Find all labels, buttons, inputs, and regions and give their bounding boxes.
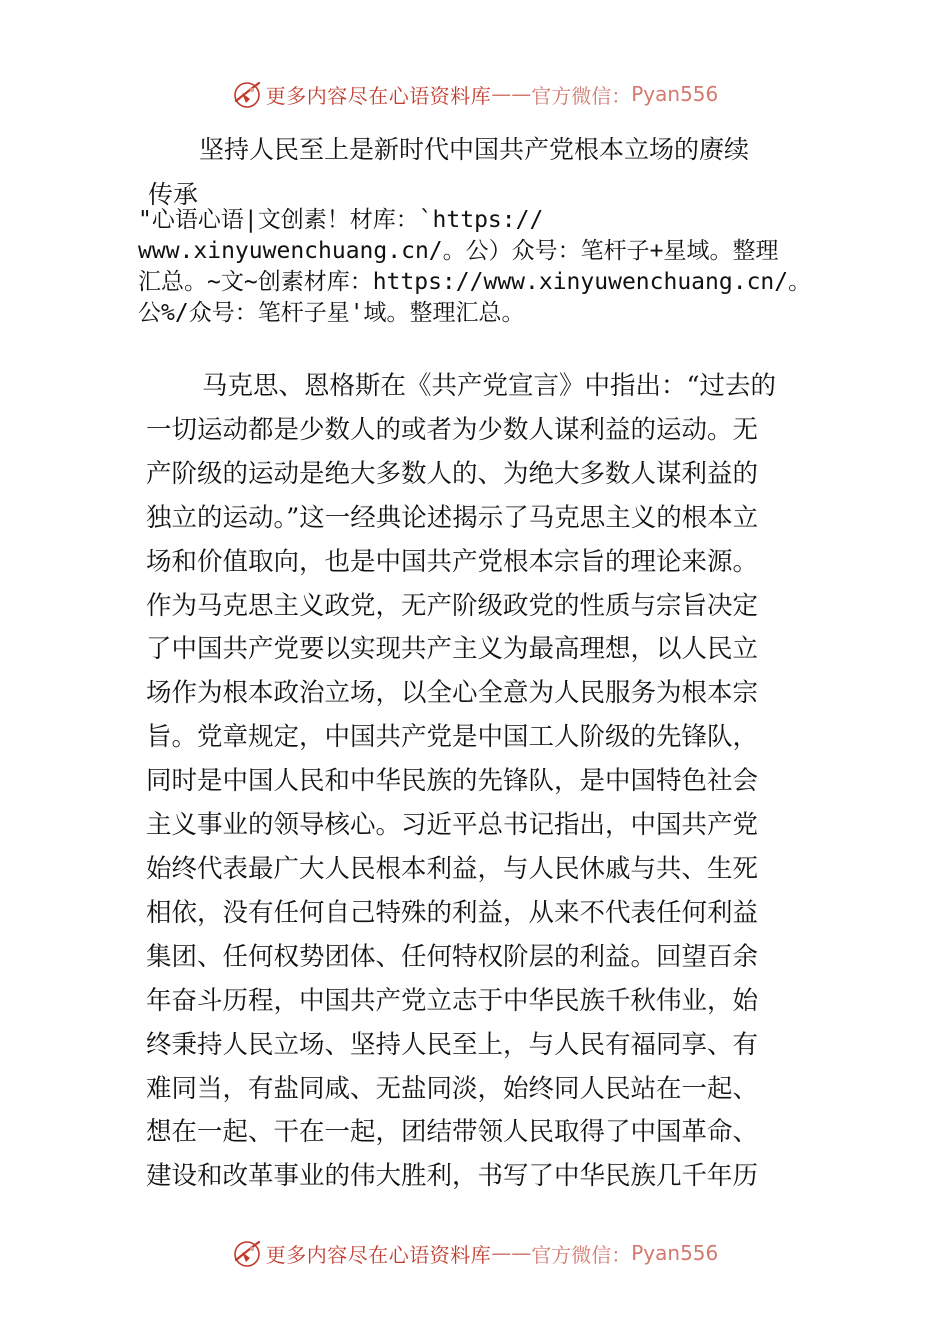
paragraph-line: 主义事业的领导核心。习近平总书记指出，中国共产党 [146, 810, 759, 841]
banner-wechat-label: 官方微信： [531, 83, 632, 108]
paragraph-line: 始终代表最广大人民根本利益，与人民休戚与共、生死 [146, 853, 759, 884]
paragraph-line: 想在一起、干在一起，团结带领人民取得了中国革命、 [146, 1117, 759, 1148]
paragraph-line: 旨。党章规定，中国共产党是中国工人阶级的先锋队， [146, 722, 759, 753]
paragraph-line: 建设和改革事业的伟大胜利，书写了中华民族几千年历 [146, 1161, 759, 1192]
header-banner [0, 74, 950, 114]
paragraph-line: 相依，没有任何自己特殊的利益，从来不代表任何利益 [146, 897, 759, 928]
paragraph-line: 场和价值取向，也是中国共产党根本宗旨的理论来源。 [146, 546, 759, 577]
paragraph-line: 一切运动都是少数人的或者为少数人谋利益的运动。无 [146, 414, 759, 445]
paragraph-line: 难同当，有盐同咸、无盐同淡，始终同人民站在一起、 [146, 1073, 759, 1104]
source-notice [138, 205, 838, 329]
brush-logo-icon [232, 79, 262, 109]
paragraph-line: 场作为根本政治立场，以全心全意为人民服务为根本宗 [146, 678, 759, 709]
paragraph-line: 终秉持人民立场、坚持人民至上，与人民有福同享、有 [146, 1029, 759, 1060]
body-paragraph [146, 365, 826, 1199]
paragraph-line: 年奋斗历程，中国共产党立志于中华民族千秋伟业，始 [146, 985, 759, 1016]
document-title-line-1: 坚持人民至上是新时代中国共产党根本立场的赓续 [199, 135, 750, 164]
source-line: www.xinyuwenchuang.cn/。公）众号：笔杆子+星域。整理 [138, 238, 779, 264]
paragraph-line: 产阶级的运动是绝大多数人的、为绝大多数人谋利益的 [146, 458, 759, 489]
brush-logo-icon [232, 1238, 262, 1268]
banner-wechat-id: Pyan556 [631, 1241, 719, 1265]
banner-wechat-id: Pyan556 [631, 82, 719, 106]
paragraph-line: 马克思、恩格斯在《共产党宣言》中指出：“过去的 [202, 371, 777, 401]
paragraph-line: 集团、任何权势团体、任何特权阶层的利益。回望百余 [146, 941, 759, 972]
paragraph-line: 同时是中国人民和中华民族的先锋队，是中国特色社会 [146, 766, 759, 797]
source-line: 公%/众号：笔杆子星'域。整理汇总。 [138, 300, 525, 326]
paragraph-line: 了中国共产党要以实现共产主义为最高理想，以人民立 [146, 634, 759, 665]
footer-banner [0, 1233, 950, 1273]
banner-main-text: 更多内容尽在心语资料库 [265, 1242, 492, 1267]
source-line: "心语心语|文创素！材库：`https:// [138, 207, 544, 233]
source-line: 汇总。~文~创素材库：https://www.xinyuwenchuang.cn/。 [138, 269, 812, 295]
banner-wechat-label: 官方微信： [531, 1242, 632, 1267]
banner-separator: —— [491, 82, 532, 106]
banner-main-text: 更多内容尽在心语资料库 [265, 83, 492, 108]
paragraph-line: 独立的运动。”这一经典论述揭示了马克思主义的根本立 [146, 502, 759, 533]
document-title-line-2: 传承 [148, 180, 199, 209]
paragraph-line: 作为马克思主义政党，无产阶级政党的性质与宗旨决定 [146, 590, 759, 621]
banner-separator: —— [491, 1241, 532, 1265]
